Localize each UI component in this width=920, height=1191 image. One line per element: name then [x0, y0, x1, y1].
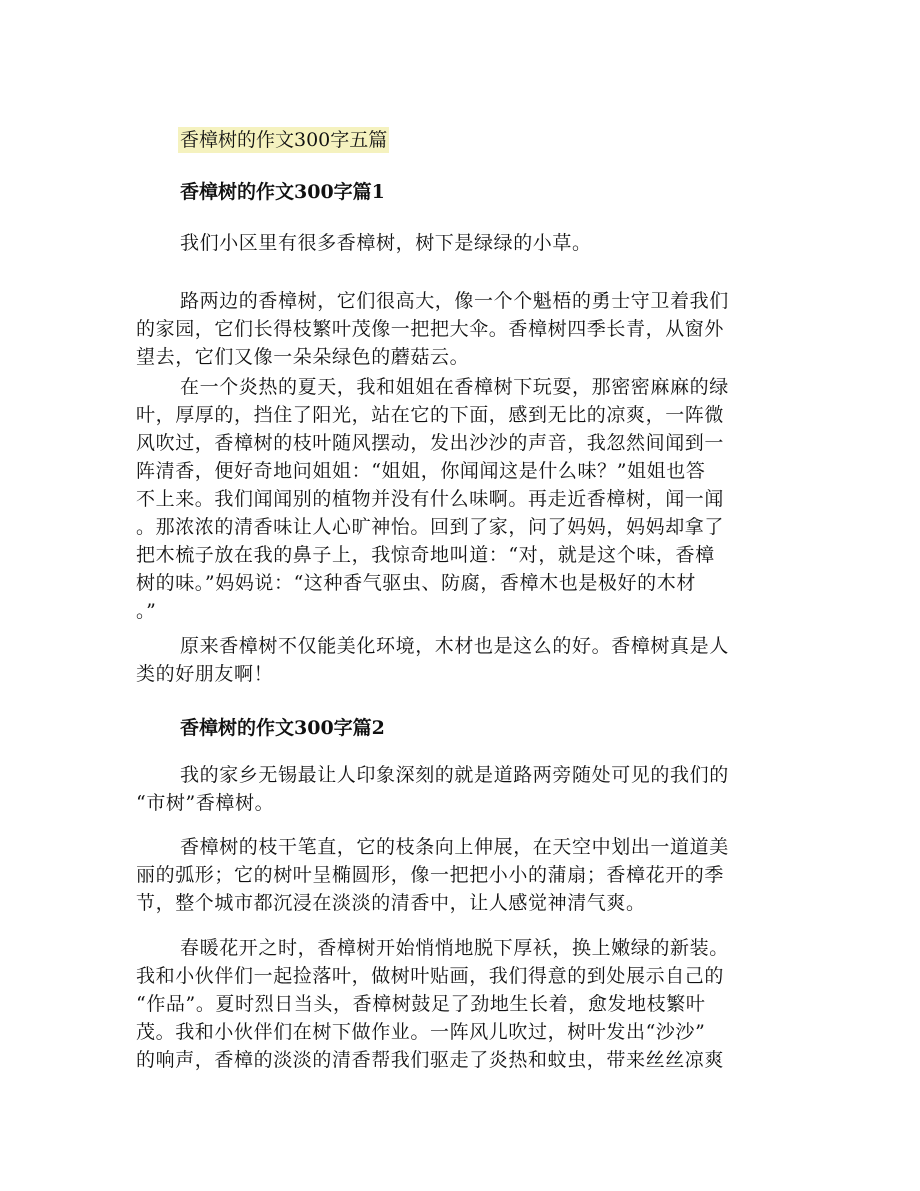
paragraph-line: 。”: [136, 600, 157, 622]
paragraph-line: 阵清香，便好奇地问姐姐：“姐姐，你闻闻这是什么味？”姐姐也答: [136, 460, 706, 482]
paragraph-2-3: [136, 934, 772, 1074]
paragraph-line: 的响声，香樟的淡淡的清香帮我们驱走了炎热和蚊虫，带来丝丝凉爽: [136, 1049, 725, 1071]
paragraph-line: 春暖花开之时，香樟树开始悄悄地脱下厚袄，换上嫩绿的新装。: [180, 937, 729, 959]
document-title: 香樟树的作文300字五篇: [180, 129, 388, 151]
paragraph-line: 在一个炎热的夏天，我和姐姐在香樟树下玩耍，那密密麻麻的绿: [180, 376, 729, 398]
paragraph-line: 原来香樟树不仅能美化环境，木材也是这么的好。香樟树真是人: [180, 635, 729, 657]
paragraph-1-1: [136, 229, 772, 257]
paragraph-line: “市树”香樟树。: [136, 792, 275, 814]
paragraph-line: 丽的弧形；它的树叶呈椭圆形，像一把把小小的蒲扇；香樟花开的季: [136, 864, 725, 886]
paragraph-line: 茂。我和小伙伴们在树下做作业。一阵风儿吹过，树叶发出“沙沙”: [136, 1021, 706, 1043]
paragraph-line: 叶，厚厚的，挡住了阳光，站在它的下面，感到无比的凉爽，一阵微: [136, 404, 725, 426]
paragraph-line: 树的味。”妈妈说：“这种香气驱虫、防腐，香樟木也是极好的木材: [136, 572, 696, 594]
paragraph-line: 我和小伙伴们一起捡落叶，做树叶贴画，我们得意的到处展示自己的: [136, 965, 725, 987]
paragraph-line: 风吹过，香樟树的枝叶随风摆动，发出沙沙的声音，我忽然间闻到一: [136, 432, 725, 454]
paragraph-line: 类的好朋友啊！: [136, 663, 274, 685]
paragraph-line: 不上来。我们闻闻别的植物并没有什么味啊。再走近香樟树，闻一闻: [136, 488, 725, 510]
paragraph-2-1: [136, 761, 772, 817]
section-heading-2: 香樟树的作文300字篇2: [180, 717, 385, 739]
paragraph-line: 把木梳子放在我的鼻子上，我惊奇地叫道：“对，就是这个味，香樟: [136, 544, 715, 566]
section-heading-1: 香樟树的作文300字篇1: [180, 181, 385, 203]
paragraph-2-2: [136, 833, 772, 917]
paragraph-line: 。那浓浓的清香味让人心旷神怡。回到了家，问了妈妈，妈妈却拿了: [136, 516, 725, 538]
paragraph-line: 的家园，它们长得枝繁叶茂像一把把大伞。香樟树四季长青，从窗外: [136, 318, 725, 340]
paragraph-line: 香樟树的枝干笔直，它的枝条向上伸展，在天空中划出一道道美: [180, 836, 729, 858]
paragraph-line: “作品”。夏时烈日当头，香樟树鼓足了劲地生长着，愈发地枝繁叶: [136, 993, 706, 1015]
paragraph-line: 节，整个城市都沉浸在淡淡的清香中，让人感觉神清气爽。: [136, 892, 646, 914]
paragraph-line: 路两边的香樟树，它们很高大，像一个个魁梧的勇士守卫着我们: [180, 290, 729, 312]
paragraph-line: 我们小区里有很多香樟树，树下是绿绿的小草。: [180, 232, 592, 254]
paragraph-1-3: [136, 373, 772, 625]
paragraph-line: 望去，它们又像一朵朵绿色的蘑菇云。: [136, 346, 470, 368]
paragraph-1-2: [136, 287, 772, 371]
paragraph-1-4: [136, 632, 772, 688]
paragraph-line: 我的家乡无锡最让人印象深刻的就是道路两旁随处可见的我们的: [180, 764, 729, 786]
